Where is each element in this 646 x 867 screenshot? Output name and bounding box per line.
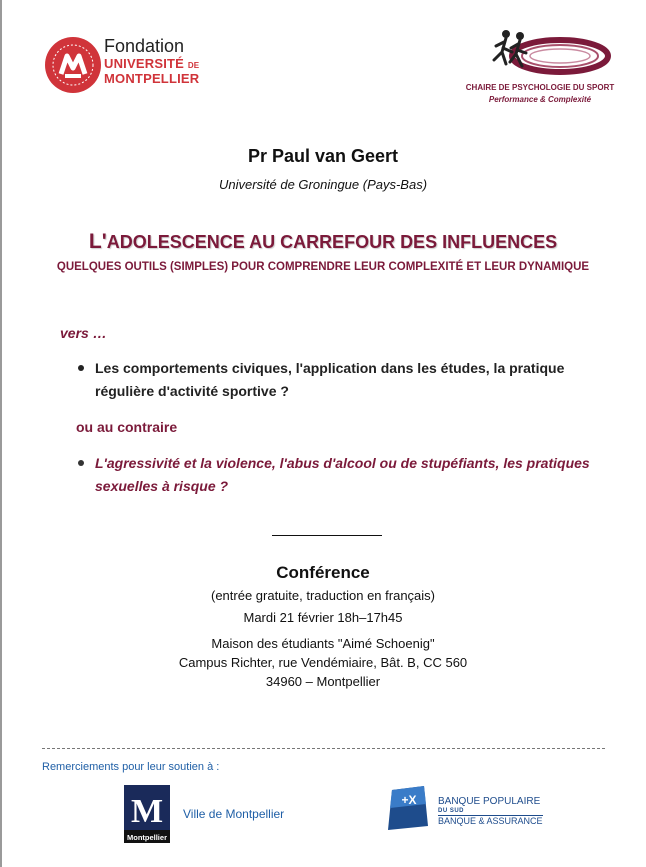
conference-date: Mardi 21 février 18h–17h45 xyxy=(243,610,403,625)
banque-populaire-name xyxy=(438,797,543,826)
thanks-label: Remerciements pour leur soutien à : xyxy=(42,761,220,773)
divider xyxy=(272,535,382,536)
bp-line3: BANQUE & ASSURANCE xyxy=(438,815,543,826)
speaker-affiliation: Université de Groningue (Pays-Bas) xyxy=(218,177,428,192)
bullet-text: Les comportements civiques, l'application dans les études, la pratique régulière d'activité sportive ? xyxy=(95,360,565,399)
montpellier-logo-letter: M xyxy=(130,793,164,830)
conference-title: Conférence xyxy=(276,563,370,582)
fondation-name xyxy=(104,37,199,85)
title-first-letter: L' xyxy=(88,230,107,253)
contraire-label: ou au contraire xyxy=(76,419,178,435)
page-left-border xyxy=(0,0,2,867)
list-item xyxy=(78,452,618,498)
chaire-logo xyxy=(476,26,616,106)
list-item xyxy=(78,357,618,403)
main-title xyxy=(0,230,646,254)
vers-label: vers … xyxy=(60,325,107,341)
ville-label: Ville de Montpellier xyxy=(183,807,285,821)
chaire-title: CHAIRE DE PSYCHOLOGIE DU SPORT xyxy=(465,83,615,92)
runners-swoosh-icon xyxy=(476,26,616,84)
montpellier-logo-word: Montpellier xyxy=(126,833,168,842)
conference-note: (entrée gratuite, traduction en français) xyxy=(210,588,435,603)
montpellier-m-icon xyxy=(124,785,170,843)
speaker-name: Pr Paul van Geert xyxy=(247,146,399,166)
footer-divider xyxy=(42,748,605,749)
fondation-seal-icon xyxy=(44,36,102,94)
chaire-tagline: Performance & Complexité xyxy=(488,95,592,104)
montpellier-logo xyxy=(124,785,170,843)
bp-line1: BANQUE POPULAIRE xyxy=(438,796,541,807)
banque-populaire-logo xyxy=(384,786,432,830)
bp-badge-text: +X xyxy=(401,793,417,807)
conference-address: Campus Richter, rue Vendémiaire, Bât. B, CC 560 xyxy=(178,655,468,670)
bullet-icon xyxy=(78,460,84,466)
bullet-text: L'agressivité et la violence, l'abus d'alcool ou de stupéfiants, les pratiques sexuelles à risque ? xyxy=(95,455,590,494)
conference-place: Maison des étudiants "Aimé Schoenig" xyxy=(211,636,435,651)
bp-line2: DU SUD xyxy=(438,807,465,814)
banque-populaire-icon xyxy=(384,786,432,830)
fondation-line3: MONTPELLIER xyxy=(104,71,200,86)
conference-city: 34960 – Montpellier xyxy=(265,674,381,689)
bullet-icon xyxy=(78,365,84,371)
fondation-line2-suffix: DE xyxy=(187,61,200,70)
subtitle: QUELQUES OUTILS (SIMPLES) POUR COMPRENDRE LEUR COMPLEXITÉ ET LEUR DYNAMIQUE xyxy=(56,261,590,273)
title-rest: ADOLESCENCE AU CARREFOUR DES INFLUENCES xyxy=(106,232,558,252)
fondation-line2: UNIVERSITÉ DE xyxy=(104,56,200,71)
fondation-line1: Fondation xyxy=(104,36,185,56)
